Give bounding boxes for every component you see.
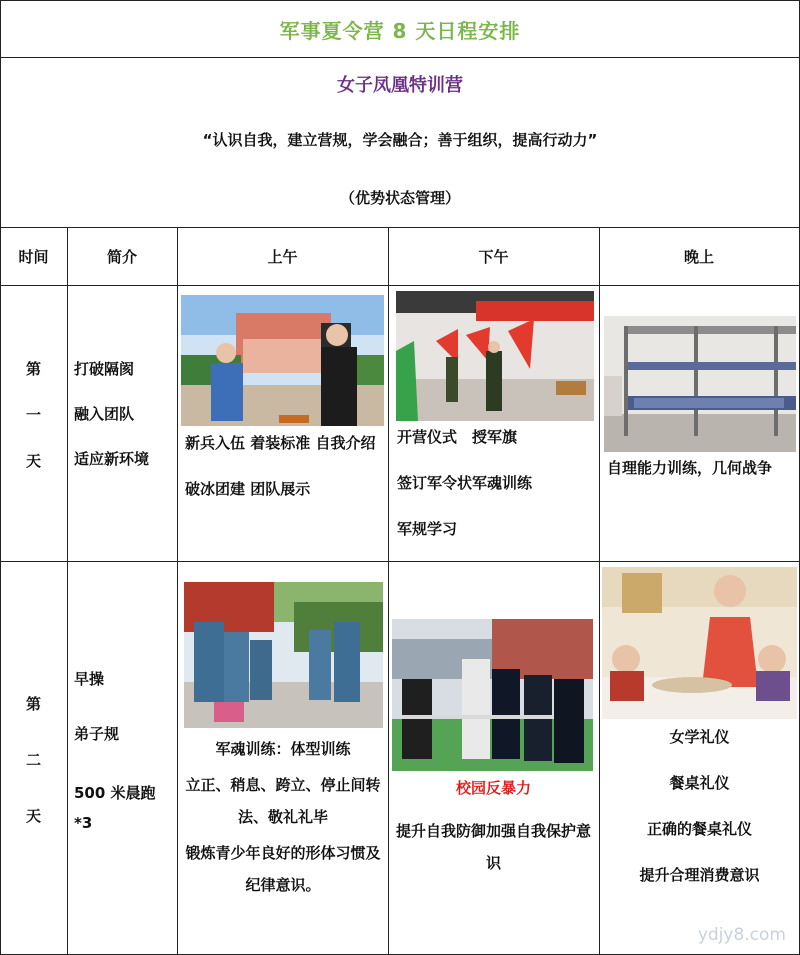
activity-item: 签订军令状军魂训练 [397, 474, 533, 492]
day-1-afternoon-photo [396, 291, 594, 421]
activity-item: 破冰团建 团队展示 [185, 480, 311, 498]
camp-intro [0, 57, 800, 228]
day-1-morning-photo [181, 295, 384, 426]
grid-line [0, 285, 800, 286]
grid-line [67, 228, 68, 955]
intro-item: 弟子规 [74, 725, 120, 743]
day-2-afternoon-text [390, 775, 597, 879]
page-title: 军事夏令营 8 天日程安排 [279, 18, 521, 43]
activity-item: 正确的餐桌礼仪 [646, 820, 752, 838]
intro-item: 500 米晨跑 *3 [74, 784, 156, 832]
activity-item: 餐桌礼仪 [669, 774, 730, 792]
day-1-evening-text [607, 455, 793, 501]
day-1-intro [74, 358, 174, 493]
header-morning: 上午 [267, 248, 298, 266]
day-1-evening-photo [604, 316, 796, 452]
activity-item: 新兵入伍 着装标准 自我介绍 [185, 434, 376, 452]
day-label-char: 天 [25, 452, 41, 470]
intro-item: 适应新环境 [74, 450, 150, 468]
activity-item: 提升合理消费意识 [639, 866, 760, 884]
header-evening: 晚上 [683, 248, 714, 266]
activity-item: 锻炼青少年良好的形体习惯及纪律意识。 [185, 844, 381, 894]
activity-item: 军魂训练：体型训练 [215, 740, 351, 758]
activity-item: 军规学习 [397, 520, 458, 538]
activity-item: 女学礼仪 [669, 728, 730, 746]
day-2-morning-photo [184, 582, 383, 728]
header-intro: 简介 [106, 248, 137, 266]
day-label-char: 二 [25, 751, 41, 769]
grid-line [0, 228, 1, 955]
day-1-afternoon-text [397, 424, 593, 562]
day-2-evening-text [600, 724, 799, 888]
activity-item: 开营仪式 授军旗 [397, 428, 518, 446]
camp-motto: “认识自我，建立营规，学会融合；善于组织，提高行动力” [202, 131, 598, 149]
day-2-intro [74, 668, 170, 862]
day-2-afternoon-photo [392, 619, 593, 771]
intro-item: 打破隔阂 [74, 360, 135, 378]
intro-item: 融入团队 [74, 405, 135, 423]
afternoon-highlight: 校园反暴力 [455, 779, 531, 797]
activity-item: 提升自我防御加强自我保护意识 [395, 822, 591, 872]
activity-item: 立正、稍息、跨立、停止间转法、敬礼礼毕 [185, 776, 381, 826]
day-label-char: 一 [25, 406, 41, 424]
activity-item: 自理能力训练，几何战争 [607, 459, 773, 477]
camp-subnote: （优势状态管理） [339, 189, 460, 207]
day-1-morning-text [185, 430, 383, 522]
day-2-morning-text [180, 733, 386, 901]
intro-item: 早操 [74, 670, 105, 688]
day-label-char: 天 [25, 807, 41, 825]
day-label-char: 第 [25, 360, 41, 378]
camp-name: 女子凤凰特训营 [337, 75, 463, 96]
day-2-evening-photo [602, 567, 797, 719]
title-bar [0, 0, 800, 58]
grid-line [177, 228, 178, 955]
watermark: ydjy8.com [697, 925, 786, 945]
header-time: 时间 [18, 248, 49, 266]
header-afternoon: 下午 [478, 248, 509, 266]
day-2-label [0, 676, 67, 844]
day-1-label [0, 346, 67, 484]
day-label-char: 第 [25, 695, 41, 713]
grid-line [388, 228, 389, 955]
